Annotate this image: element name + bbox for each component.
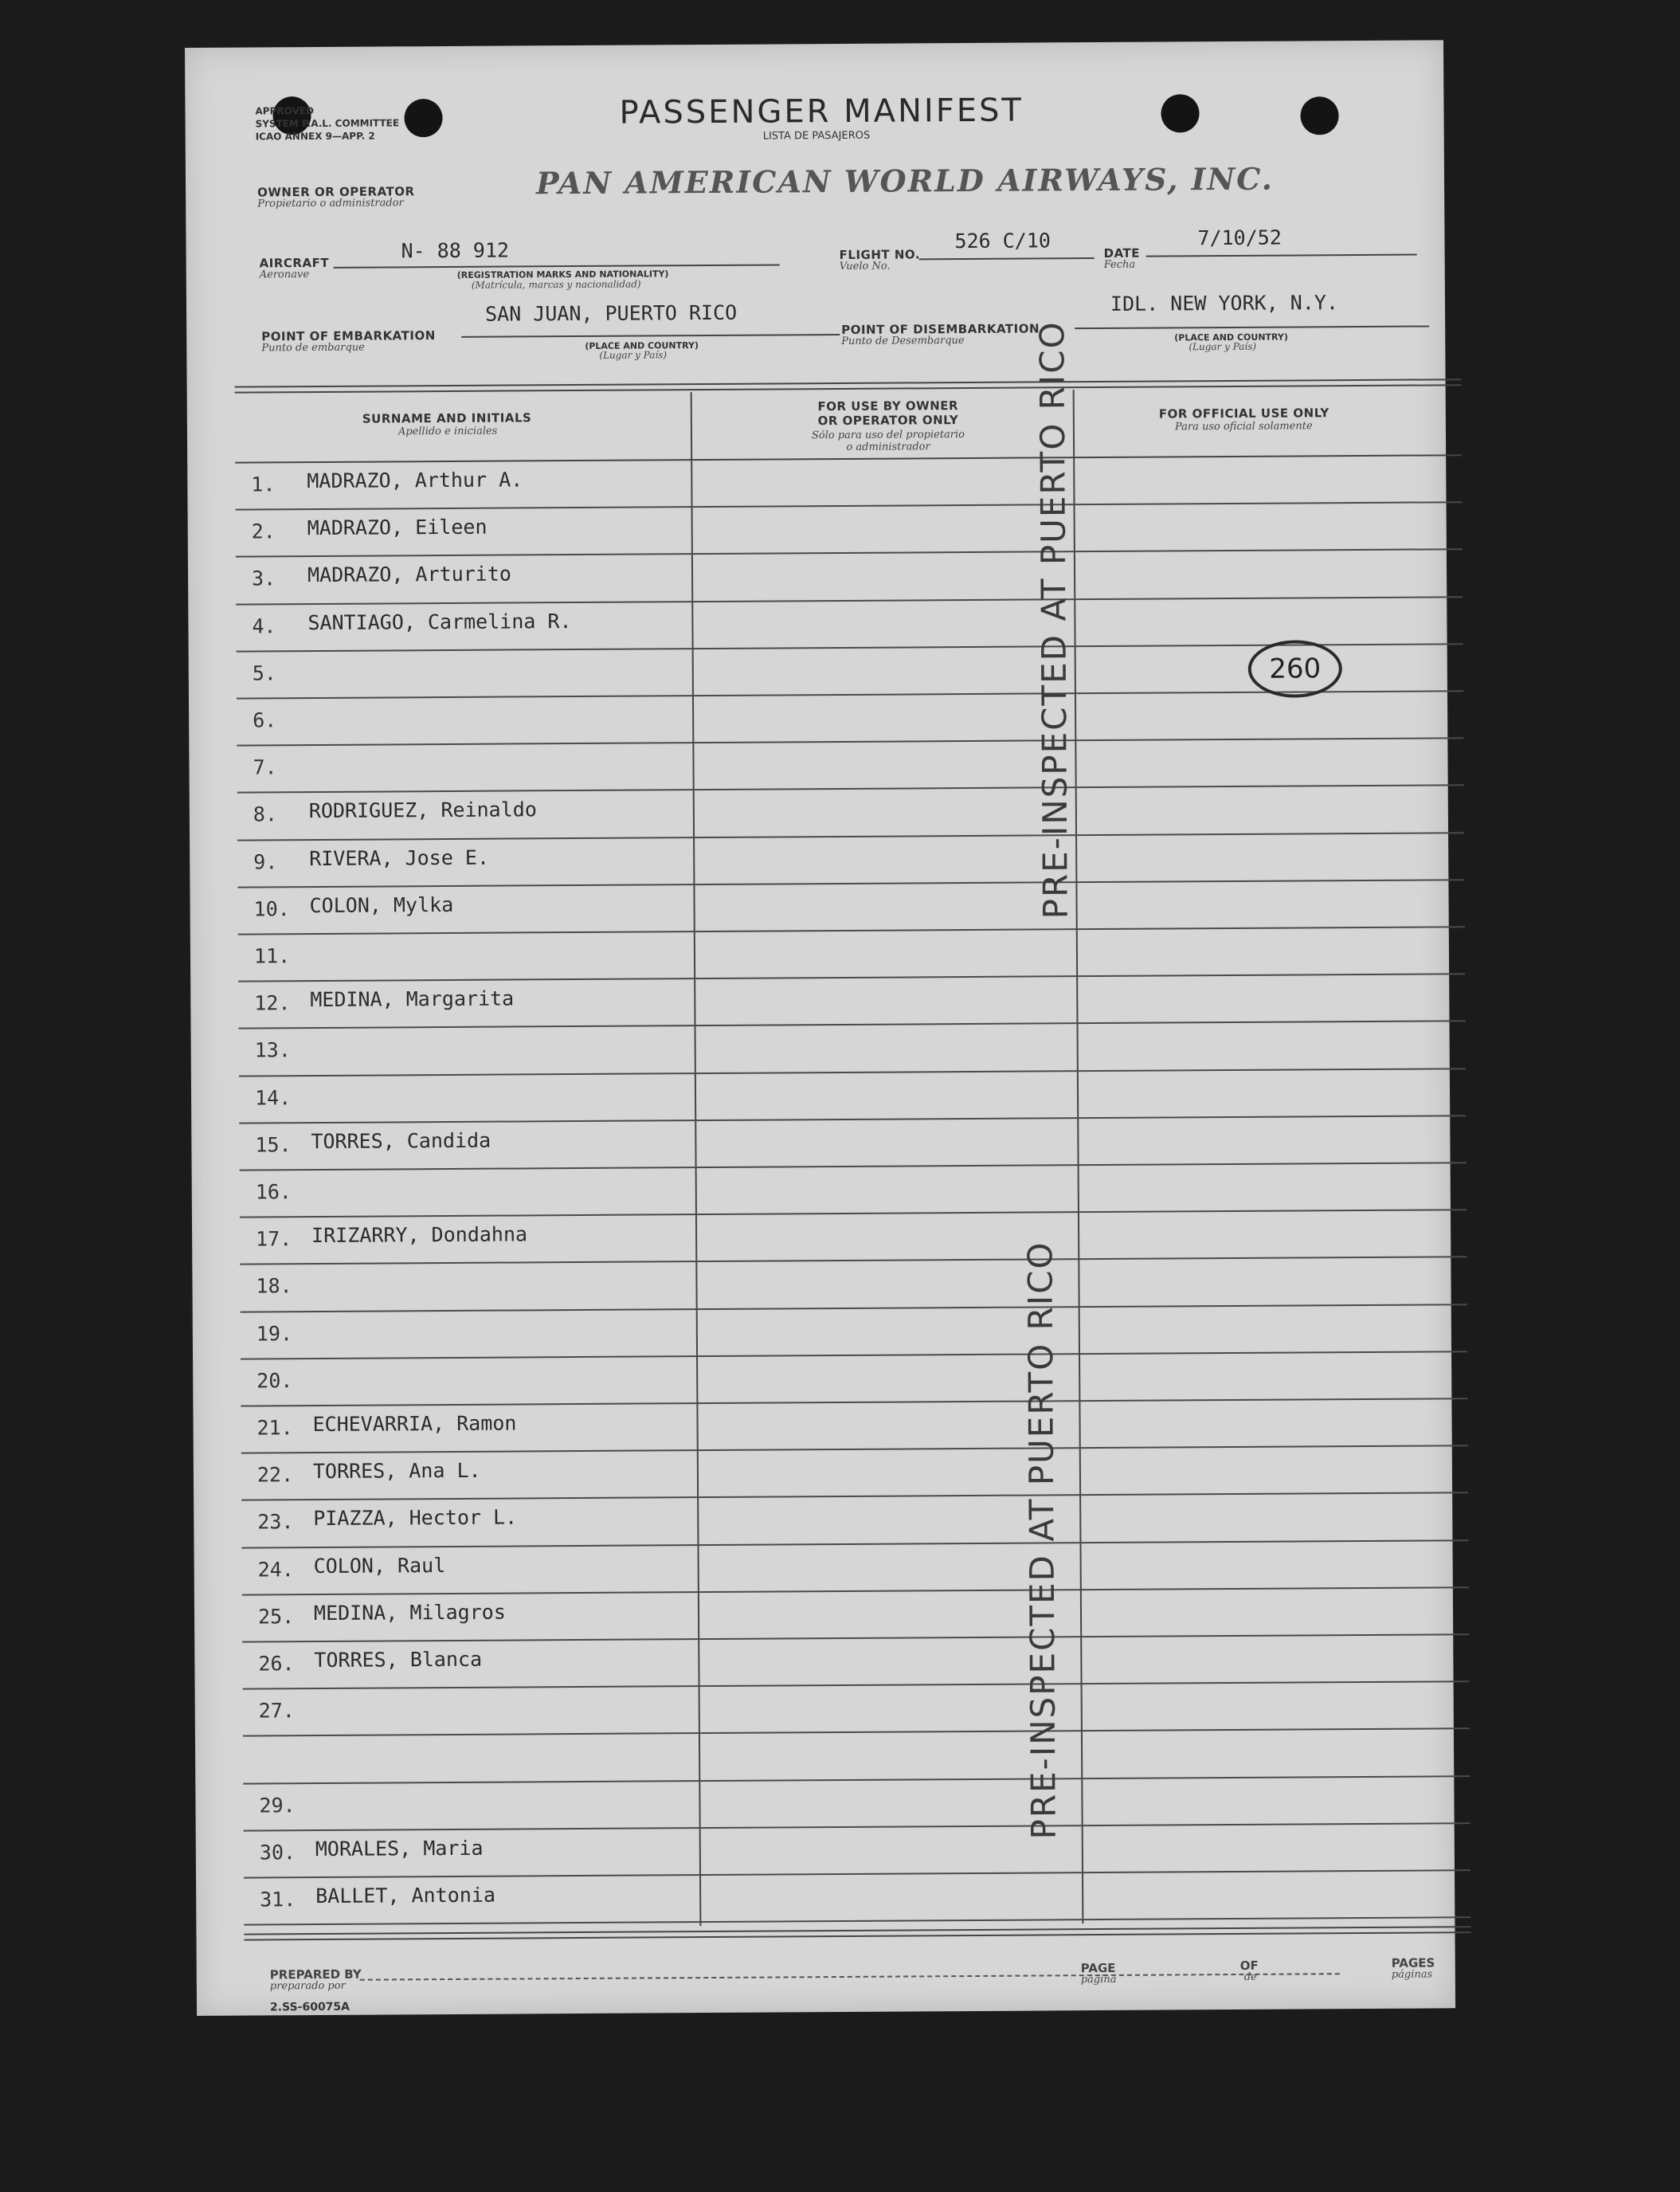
table-row	[236, 503, 1463, 558]
passenger-name: SANTIAGO, Carmelina R.	[307, 609, 572, 634]
embarkation-value: SAN JUAN, PUERTO RICO	[484, 300, 738, 326]
row-number: 31.	[260, 1888, 296, 1912]
table-row	[240, 1210, 1467, 1265]
preinspection-stamp: PRE-INSPECTED AT PUERTO RICO	[1020, 1241, 1063, 1840]
airline-name: PAN AMERICAN WORLD AIRWAYS, INC.	[535, 160, 1275, 202]
row-number: 5.	[252, 661, 276, 685]
place-note-es: (Lugar y País)	[1189, 340, 1257, 353]
table-row	[241, 1352, 1467, 1407]
row-number: 11.	[253, 944, 291, 968]
table-row	[244, 1824, 1470, 1879]
approval-line: ICAO ANNEX 9—APP. 2	[255, 130, 375, 143]
table-row	[240, 1163, 1467, 1218]
date-label: DATE	[1103, 245, 1141, 261]
row-number: 19.	[256, 1321, 293, 1346]
aircraft-value: N- 88 912	[401, 238, 510, 263]
passenger-name: MADRAZO, Arturito	[307, 562, 512, 587]
table-row	[240, 1258, 1467, 1313]
signature-line	[360, 1970, 1340, 1983]
row-number: 8.	[253, 802, 278, 826]
owner-label: OWNER OR OPERATOR	[257, 184, 415, 200]
approval-line: APPROVED	[255, 105, 314, 117]
row-number: 17.	[256, 1227, 292, 1251]
column-header-line: OR OPERATOR ONLY	[817, 413, 959, 429]
circled-number: 260	[1248, 640, 1342, 698]
row-number: 4.	[252, 614, 276, 638]
column-header-line: o administrador	[846, 441, 930, 453]
page-label: PAGE	[1080, 1960, 1116, 1976]
table-row	[235, 456, 1462, 511]
embarkation-label: POINT OF EMBARKATION	[261, 328, 436, 344]
place-note: (PLACE AND COUNTRY)	[585, 340, 699, 351]
table-row	[242, 1588, 1469, 1643]
row-number: 20.	[257, 1369, 293, 1393]
table-row	[241, 1494, 1468, 1549]
table-row	[241, 1305, 1467, 1360]
flight-label-es: Vuelo No.	[839, 260, 891, 273]
flight-value: 526 C/10	[954, 229, 1051, 253]
row-number: 13.	[254, 1038, 291, 1062]
table-row	[241, 1446, 1468, 1501]
row-number: 21.	[257, 1416, 293, 1440]
place-note-es: (Lugar y País)	[599, 349, 668, 361]
row-number: 26.	[258, 1652, 295, 1676]
table-row	[243, 1730, 1470, 1785]
row-number: 2.	[251, 520, 276, 543]
punch-hole	[1300, 96, 1338, 135]
page-title: PASSENGER MANIFEST	[619, 92, 1024, 131]
divider	[334, 264, 780, 268]
divider	[1146, 254, 1417, 257]
row-number: 29.	[259, 1793, 296, 1818]
divider	[1075, 325, 1429, 329]
passenger-name: MADRAZO, Arthur A.	[307, 468, 523, 493]
passenger-name: COLON, Mylka	[309, 892, 454, 917]
column-header-line: Sólo para uso del propietario	[811, 429, 965, 442]
of-label: OF	[1239, 1958, 1259, 1973]
row-number: 25.	[257, 1604, 295, 1629]
column-header-surname-es: Apellido e iniciales	[397, 425, 498, 438]
page-subtitle: LISTA DE PASAJEROS	[762, 129, 871, 143]
row-number: 30.	[259, 1840, 296, 1865]
passenger-name: TORRES, Ana L.	[312, 1458, 481, 1484]
of-label-es: de	[1243, 1970, 1257, 1983]
row-number: 27.	[258, 1699, 295, 1723]
row-divider	[244, 1916, 1470, 1925]
row-number: 23.	[257, 1510, 294, 1534]
disembarkation-label: POINT OF DISEMBARKATION	[841, 321, 1040, 337]
column-header-owner-use	[793, 398, 984, 428]
divider	[919, 257, 1095, 260]
table-row	[239, 1022, 1466, 1077]
passenger-name: ECHEVARRIA, Ramon	[312, 1411, 517, 1437]
aircraft-label: AIRCRAFT	[259, 255, 330, 271]
row-number: 9.	[253, 849, 278, 874]
row-number: 14.	[254, 1085, 292, 1110]
approval-block	[255, 104, 399, 143]
passenger-name: MADRAZO, Eileen	[307, 515, 488, 540]
table-row	[238, 927, 1465, 982]
date-value: 7/10/52	[1197, 225, 1282, 250]
page-label-es: página	[1080, 1973, 1117, 1986]
preinspection-stamp: PRE-INSPECTED AT PUERTO RICO	[1032, 320, 1075, 920]
pages-label: PAGES	[1391, 1955, 1435, 1970]
registration-note: (REGISTRATION MARKS AND NATIONALITY)	[456, 269, 669, 280]
row-number: 15.	[255, 1133, 292, 1157]
passenger-name: TORRES, Candida	[311, 1128, 491, 1153]
punch-hole	[1161, 94, 1199, 132]
embarkation-label-es: Punto de embarque	[261, 341, 365, 355]
table-row	[238, 974, 1465, 1029]
row-number: 10.	[253, 897, 290, 921]
table-row	[239, 1116, 1466, 1171]
passenger-name: MEDINA, Margarita	[310, 986, 515, 1012]
row-number: 22.	[257, 1463, 294, 1487]
table-row	[237, 833, 1464, 888]
table-row	[237, 739, 1463, 794]
table-row	[243, 1777, 1470, 1832]
table-row	[239, 1069, 1466, 1124]
column-header-owner-use-es	[793, 429, 984, 453]
registration-note-es: (Matrícula, marcas y nacionalidad)	[471, 278, 641, 291]
passenger-name: MEDINA, Milagros	[313, 1600, 506, 1625]
divider	[461, 334, 840, 338]
manifest-page	[185, 40, 1455, 2016]
column-header-official-use: FOR OFFICIAL USE ONLY	[1158, 406, 1330, 422]
passenger-name: BALLET, Antonia	[315, 1883, 496, 1908]
aircraft-label-es: Aeronave	[259, 269, 310, 281]
row-number: 7.	[253, 755, 277, 779]
table-row	[237, 786, 1464, 841]
disembarkation-label-es: Punto de Desembarque	[841, 335, 965, 347]
approval-line: SYSTEM P.A.L. COMMITTEE	[255, 117, 400, 130]
row-number: 12.	[254, 991, 291, 1015]
prepared-by-label: PREPARED BY	[269, 1967, 362, 1982]
place-note: (PLACE AND COUNTRY)	[1174, 331, 1288, 343]
column-header-line: FOR USE BY OWNER	[817, 398, 959, 414]
row-number: 1.	[251, 473, 276, 496]
passenger-name: TORRES, Blanca	[314, 1647, 483, 1672]
row-number: 6.	[253, 708, 277, 732]
row-number: 24.	[257, 1557, 294, 1582]
table-row	[241, 1399, 1467, 1454]
owner-label-es: Propietario o administrador	[257, 197, 404, 210]
form-number: 2.SS-60075A	[269, 2000, 350, 2014]
row-number: 16.	[255, 1180, 292, 1204]
table-row	[236, 551, 1463, 606]
passenger-name: RODRIGUEZ, Reinaldo	[308, 798, 537, 823]
punch-hole	[404, 99, 442, 137]
row-number: 3.	[251, 567, 276, 590]
row-number: 18.	[256, 1274, 292, 1298]
disembarkation-value: IDL. NEW YORK, N.Y.	[1110, 291, 1339, 316]
column-header-surname: SURNAME AND INITIALS	[362, 410, 532, 426]
passenger-name: IRIZARRY, Dondahna	[311, 1222, 528, 1248]
column-header-official-use-es: Para uso oficial solamente	[1174, 420, 1313, 433]
table-row	[237, 692, 1463, 747]
prepared-by-label-es: preparado por	[269, 1979, 346, 1993]
table-row	[242, 1541, 1469, 1596]
passenger-name: RIVERA, Jose E.	[309, 845, 490, 870]
table-row	[237, 880, 1464, 935]
pages-label-es: páginas	[1391, 1968, 1433, 1981]
table-row	[242, 1635, 1469, 1690]
passenger-name: COLON, Raul	[313, 1553, 446, 1578]
flight-label: FLIGHT NO.	[839, 247, 921, 262]
passenger-name: MORALES, Maria	[315, 1836, 484, 1861]
passenger-name: PIAZZA, Hector L.	[313, 1505, 518, 1531]
table-row	[244, 1871, 1470, 1926]
date-label-es: Fecha	[1103, 258, 1136, 271]
table-row	[243, 1682, 1470, 1737]
